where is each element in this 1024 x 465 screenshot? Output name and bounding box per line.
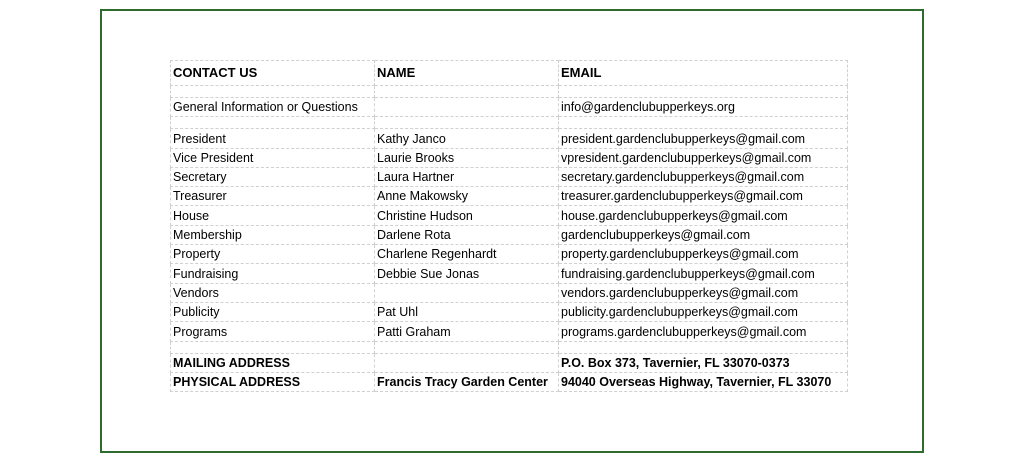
officer-role: Secretary: [171, 167, 375, 186]
header-row: [171, 61, 848, 86]
officer-role: House: [171, 206, 375, 225]
officer-name: Christine Hudson: [375, 206, 559, 225]
officer-email[interactable]: fundraising.gardenclubupperkeys@gmail.com: [559, 264, 848, 283]
officer-email[interactable]: vpresident.gardenclubupperkeys@gmail.com: [559, 148, 848, 167]
officer-email[interactable]: secretary.gardenclubupperkeys@gmail.com: [559, 167, 848, 186]
email-column-heading: EMAIL: [559, 61, 848, 86]
general-info-row: [171, 98, 848, 117]
general-info-label: General Information or Questions: [171, 98, 375, 117]
officer-row: [171, 187, 848, 206]
mailing-address-label: MAILING ADDRESS: [171, 353, 375, 372]
officer-role: President: [171, 129, 375, 148]
mailing-address-name: [375, 353, 559, 372]
general-info-email[interactable]: info@gardenclubupperkeys.org: [559, 98, 848, 117]
spacer-row: [171, 341, 848, 353]
officer-role: Property: [171, 245, 375, 264]
officer-email[interactable]: house.gardenclubupperkeys@gmail.com: [559, 206, 848, 225]
mailing-address-value: P.O. Box 373, Tavernier, FL 33070-0373: [559, 353, 848, 372]
officer-role: Publicity: [171, 302, 375, 321]
officer-role: Fundraising: [171, 264, 375, 283]
officer-name: Kathy Janco: [375, 129, 559, 148]
officer-email[interactable]: property.gardenclubupperkeys@gmail.com: [559, 245, 848, 264]
officer-name: Debbie Sue Jonas: [375, 264, 559, 283]
physical-address-row: [171, 372, 848, 391]
officer-row: [171, 245, 848, 264]
officer-row: [171, 129, 848, 148]
officer-name: Charlene Regenhardt: [375, 245, 559, 264]
officer-name: Pat Uhl: [375, 302, 559, 321]
officer-role: Vice President: [171, 148, 375, 167]
contacts-table-body: [171, 61, 848, 392]
officer-role: Vendors: [171, 283, 375, 302]
physical-address-value: 94040 Overseas Highway, Tavernier, FL 33070: [559, 372, 848, 391]
contact-card-frame: [100, 9, 924, 453]
officer-row: [171, 264, 848, 283]
officer-name: Laurie Brooks: [375, 148, 559, 167]
officer-row: [171, 167, 848, 186]
contacts-table: [170, 60, 848, 392]
officer-name: [375, 283, 559, 302]
officer-role: Membership: [171, 225, 375, 244]
officer-row: [171, 225, 848, 244]
officer-email[interactable]: president.gardenclubupperkeys@gmail.com: [559, 129, 848, 148]
contact-us-heading: CONTACT US: [171, 61, 375, 86]
officer-name: Laura Hartner: [375, 167, 559, 186]
spacer-row: [171, 86, 848, 98]
officer-email[interactable]: programs.gardenclubupperkeys@gmail.com: [559, 322, 848, 341]
spacer-row: [171, 117, 848, 129]
officer-row: [171, 302, 848, 321]
officer-name: Darlene Rota: [375, 225, 559, 244]
officer-role: Programs: [171, 322, 375, 341]
officer-name: Anne Makowsky: [375, 187, 559, 206]
officer-row: [171, 148, 848, 167]
name-column-heading: NAME: [375, 61, 559, 86]
officer-role: Treasurer: [171, 187, 375, 206]
physical-address-label: PHYSICAL ADDRESS: [171, 372, 375, 391]
general-info-name: [375, 98, 559, 117]
officer-row: [171, 322, 848, 341]
mailing-address-row: [171, 353, 848, 372]
officer-email[interactable]: vendors.gardenclubupperkeys@gmail.com: [559, 283, 848, 302]
physical-address-name: Francis Tracy Garden Center: [375, 372, 559, 391]
officer-name: Patti Graham: [375, 322, 559, 341]
officer-email[interactable]: publicity.gardenclubupperkeys@gmail.com: [559, 302, 848, 321]
officer-row: [171, 283, 848, 302]
officer-email[interactable]: treasurer.gardenclubupperkeys@gmail.com: [559, 187, 848, 206]
officer-email[interactable]: gardenclubupperkeys@gmail.com: [559, 225, 848, 244]
officer-row: [171, 206, 848, 225]
